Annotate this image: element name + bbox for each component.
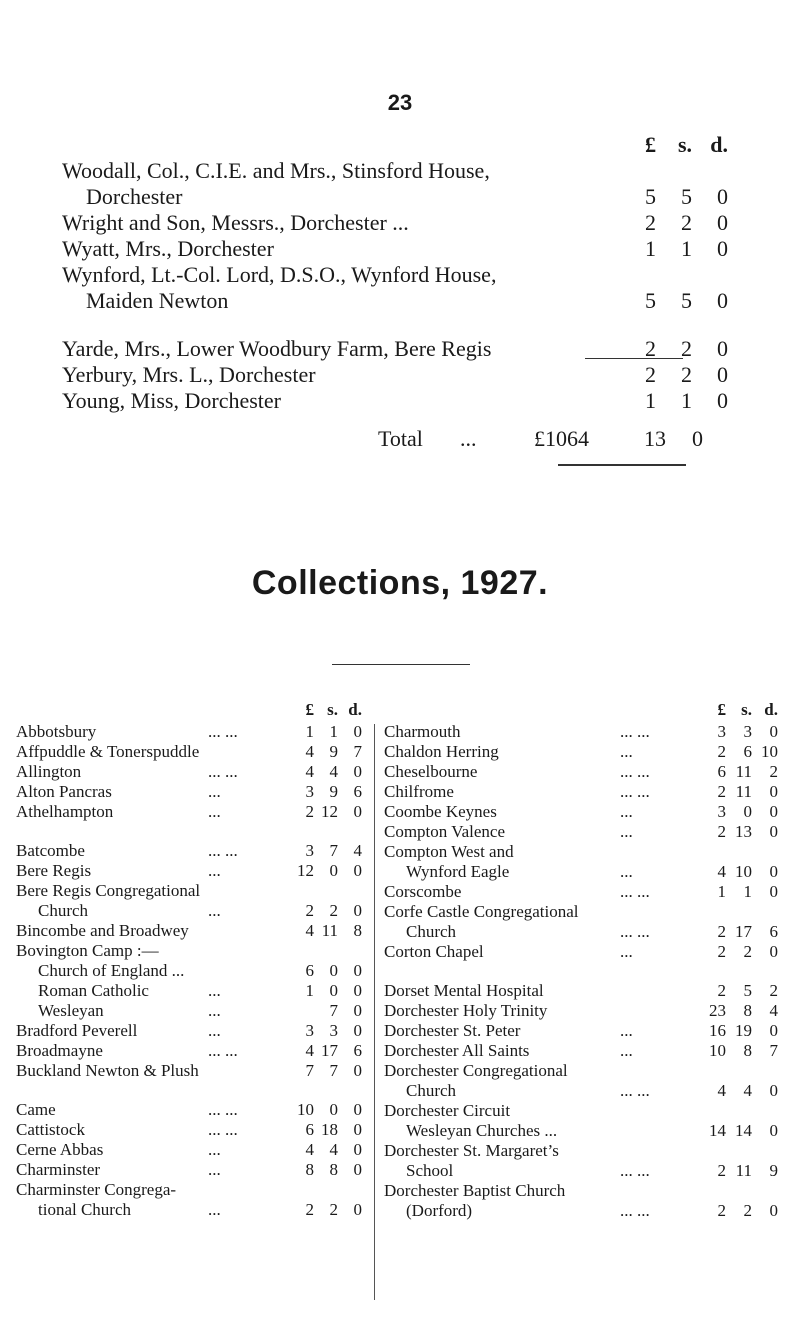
collection-row (384, 902, 780, 922)
subscriber-shillings: 2 (681, 210, 692, 235)
collection-name: Bovington Camp :— (16, 941, 159, 960)
collection-name: tional Church (38, 1200, 132, 1219)
collection-shillings: 0 (329, 961, 338, 980)
subscriber-row (62, 210, 728, 236)
collection-pounds: 6 (305, 1120, 314, 1139)
collection-row (16, 901, 364, 921)
subscriber-pence: 0 (717, 336, 728, 361)
collection-shillings: 8 (329, 1160, 338, 1179)
subscriber-shillings: 2 (681, 336, 692, 361)
collection-pence: 0 (769, 942, 778, 961)
collection-shillings: 17 (321, 1041, 338, 1060)
section-title: Collections, 1927. (251, 564, 549, 602)
collection-row (16, 1021, 364, 1041)
collection-shillings: 11 (321, 921, 338, 940)
collection-shillings: 13 (735, 822, 752, 841)
leader-dots: ... ... (208, 841, 238, 860)
collection-shillings: 11 (735, 762, 752, 781)
collection-name: Wesleyan (38, 1001, 104, 1020)
collection-shillings: 9 (329, 782, 338, 801)
collection-pence: 0 (769, 862, 778, 881)
leader-dots: ... (620, 802, 633, 821)
collection-row (384, 782, 780, 802)
collection-pounds: 2 (717, 981, 726, 1000)
subscriber-shillings: 1 (681, 236, 692, 261)
collection-shillings: 1 (743, 882, 752, 901)
leader-dots: ... (620, 742, 633, 761)
collection-name: Buckland Newton & Plush (16, 1061, 199, 1080)
subscriber-row (62, 184, 728, 210)
collection-name: Broadmayne (16, 1041, 103, 1060)
collection-pounds: 1 (305, 722, 314, 741)
collection-shillings: 12 (321, 802, 338, 821)
collection-shillings: 18 (321, 1120, 338, 1139)
column-pounds-header: £ (305, 700, 314, 719)
collection-pence: 2 (769, 762, 778, 781)
total-rule (558, 464, 686, 466)
leader-dots: ... (208, 782, 221, 801)
collection-row (384, 1161, 780, 1181)
collection-pounds: 23 (709, 1001, 726, 1020)
collection-name: Dorchester St. Peter (384, 1021, 521, 1040)
collection-row (384, 922, 780, 942)
subscriber-pence: 0 (717, 210, 728, 235)
collection-pence: 6 (353, 782, 362, 801)
leader-dots: ... (620, 862, 633, 881)
collection-row (384, 1141, 780, 1161)
collection-name: Charmouth (384, 722, 461, 741)
subscriber-shillings: 1 (681, 388, 692, 413)
column-shillings-header: s. (327, 700, 338, 719)
collection-row (16, 1180, 364, 1200)
collection-name: Batcombe (16, 841, 85, 860)
subscriber-name: Maiden Newton (86, 288, 229, 313)
collection-name: Dorchester Baptist Church (384, 1181, 566, 1200)
collection-shillings: 14 (735, 1121, 752, 1140)
leader-dots: ... ... (208, 762, 238, 781)
subscriber-shillings: 2 (681, 362, 692, 387)
collection-shillings: 5 (743, 981, 752, 1000)
collection-pence: 0 (353, 961, 362, 980)
collection-pounds: 1 (717, 882, 726, 901)
leader-dots: ... (208, 1160, 221, 1179)
collection-name: Wesleyan Churches ... (406, 1121, 558, 1140)
collection-name: Athelhampton (16, 802, 114, 821)
collection-name: Coombe Keynes (384, 802, 497, 821)
collection-pounds: 2 (717, 922, 726, 941)
subscriber-name: Dorchester (86, 184, 183, 209)
collection-row (384, 742, 780, 762)
collection-shillings: 11 (735, 782, 752, 801)
subscriber-row (62, 158, 722, 184)
collection-pounds: 2 (717, 1161, 726, 1180)
column-pence-header: d. (348, 700, 362, 719)
collection-shillings: 0 (329, 981, 338, 1000)
leader-dots: ... ... (208, 722, 238, 741)
collection-shillings: 9 (329, 742, 338, 761)
collection-name: Affpuddle & Tonerspuddle (16, 742, 200, 761)
collection-pounds: 3 (305, 782, 314, 801)
collection-row (16, 1001, 364, 1021)
collection-name: Compton Valence (384, 822, 506, 841)
collection-row (384, 1061, 780, 1081)
collection-row (384, 762, 780, 782)
collection-pence: 0 (353, 861, 362, 880)
collection-pence: 0 (769, 782, 778, 801)
total-label: Total (378, 426, 423, 451)
collection-row (16, 861, 364, 881)
subscriber-shillings: 5 (681, 184, 692, 209)
subscriber-pounds: 1 (645, 236, 656, 261)
collection-pence: 10 (761, 742, 778, 761)
collection-name: Alton Pancras (16, 782, 112, 801)
collection-pounds: 6 (717, 762, 726, 781)
leader-dots: ... ... (620, 882, 650, 901)
collection-pence: 0 (353, 1140, 362, 1159)
collection-row (16, 802, 364, 822)
collection-pounds: 2 (717, 742, 726, 761)
collection-name: Abbotsbury (16, 722, 97, 741)
leader-dots: ... ... (208, 1041, 238, 1060)
subscriber-pounds: 2 (645, 362, 656, 387)
collection-pence: 0 (769, 882, 778, 901)
collection-pounds: 3 (305, 841, 314, 860)
collection-row (16, 762, 364, 782)
collection-pounds: 2 (717, 822, 726, 841)
leader-dots: ... ... (620, 1081, 650, 1100)
subscriber-pounds: 2 (645, 336, 656, 361)
collection-row (384, 1101, 780, 1121)
collection-shillings: 8 (743, 1041, 752, 1060)
collection-pounds: 7 (305, 1061, 314, 1080)
collection-pounds: 3 (305, 1021, 314, 1040)
collection-pence: 8 (353, 921, 362, 940)
leader-dots: ... ... (620, 1161, 650, 1180)
collection-pence: 6 (769, 922, 778, 941)
subscriber-pounds: 5 (645, 184, 656, 209)
leader-dots: ... ... (620, 762, 650, 781)
leader-dots: ... ... (620, 922, 650, 941)
collection-pence: 2 (769, 981, 778, 1000)
column-divider (374, 724, 375, 1300)
collection-pence: 4 (769, 1001, 778, 1020)
collection-shillings: 1 (329, 722, 338, 741)
column-shillings-header: s. (741, 700, 752, 719)
shillings-header: s. (677, 132, 692, 157)
collection-name: Allington (16, 762, 82, 781)
subtotal-rule (585, 358, 683, 359)
collection-name: Cattistock (16, 1120, 85, 1139)
collection-row (384, 802, 780, 822)
collection-name: Church of England ... (38, 961, 185, 980)
collection-pounds: 8 (305, 1160, 314, 1179)
subscriber-pounds: 1 (645, 388, 656, 413)
collection-shillings: 0 (329, 861, 338, 880)
collection-shillings: 4 (329, 1140, 338, 1159)
collection-name: Charminster (16, 1160, 101, 1179)
collection-pounds: 2 (305, 1200, 314, 1219)
collection-pounds: 4 (305, 921, 314, 940)
leader-dots: ... (208, 802, 221, 821)
leader-dots: ... (620, 1041, 633, 1060)
collection-pence: 0 (769, 1021, 778, 1040)
subscriber-pounds: 2 (645, 210, 656, 235)
collection-row (16, 981, 364, 1001)
leader-dots: ... (208, 981, 221, 1000)
collection-pence: 0 (353, 802, 362, 821)
subscriber-pence: 0 (717, 362, 728, 387)
collection-pounds: 10 (297, 1100, 314, 1119)
collection-row (384, 1041, 780, 1061)
leader-dots: ... ... (208, 1100, 238, 1119)
collection-shillings: 8 (743, 1001, 752, 1020)
total-shillings: 13 (644, 426, 666, 451)
collection-name: Chaldon Herring (384, 742, 499, 761)
collection-name: Bradford Peverell (16, 1021, 138, 1040)
collection-row (16, 1140, 364, 1160)
subscriber-name: Yerbury, Mrs. L., Dorchester (62, 362, 316, 387)
collection-shillings: 2 (329, 1200, 338, 1219)
collection-row (16, 1120, 364, 1140)
subscriber-name: Wyatt, Mrs., Dorchester (62, 236, 274, 261)
collection-pence: 4 (353, 841, 362, 860)
subscriber-pence: 0 (717, 388, 728, 413)
collection-row (16, 921, 364, 941)
collection-pounds: 6 (305, 961, 314, 980)
collection-shillings: 19 (735, 1021, 752, 1040)
collection-pence: 0 (769, 1201, 778, 1220)
collection-name: Church (406, 922, 457, 941)
leader-dots: ... (208, 901, 221, 920)
collection-name: Dorchester All Saints (384, 1041, 530, 1060)
collection-name: Corton Chapel (384, 942, 484, 961)
collection-pounds: 1 (305, 981, 314, 1000)
collection-name: Charminster Congrega- (16, 1180, 177, 1199)
leader-dots: ... ... (620, 722, 650, 741)
collection-pence: 0 (353, 1061, 362, 1080)
leader-dots: ... (620, 942, 633, 961)
subscriber-shillings: 5 (681, 288, 692, 313)
collection-row (16, 881, 364, 901)
leader-dots: ... (620, 822, 633, 841)
collection-row (384, 1081, 780, 1101)
collection-name: Came (16, 1100, 56, 1119)
collection-shillings: 7 (329, 841, 338, 860)
subscriber-row (62, 362, 728, 388)
collection-pounds: 12 (297, 861, 314, 880)
collection-name: Dorchester Holy Trinity (384, 1001, 548, 1020)
collection-pounds: 16 (709, 1021, 726, 1040)
total-dots: ... (460, 426, 477, 451)
collection-pounds: 4 (305, 1140, 314, 1159)
subscriber-row (62, 236, 728, 262)
collection-row (16, 1160, 364, 1180)
collection-shillings: 10 (735, 862, 752, 881)
collection-pence: 0 (769, 802, 778, 821)
collection-name: Cheselbourne (384, 762, 478, 781)
collection-name: Bere Regis Congregational (16, 881, 201, 900)
collection-shillings: 11 (735, 1161, 752, 1180)
collection-name: Bere Regis (16, 861, 92, 880)
collection-name: Compton West and (384, 842, 514, 861)
collection-pence: 0 (353, 1021, 362, 1040)
collection-row (384, 862, 780, 882)
collection-shillings: 4 (743, 1081, 752, 1100)
collection-row (384, 722, 780, 742)
leader-dots: ... ... (208, 1120, 238, 1139)
collection-pence: 0 (353, 1160, 362, 1179)
collection-row (384, 842, 780, 862)
column-pounds-header: £ (717, 700, 726, 719)
collection-pence: 0 (769, 722, 778, 741)
collection-name: Dorchester Circuit (384, 1101, 511, 1120)
collection-row (16, 742, 364, 762)
collection-name: Corfe Castle Congregational (384, 902, 579, 921)
leader-dots: ... (208, 1001, 221, 1020)
collection-row (384, 981, 780, 1001)
collection-row (16, 1061, 364, 1081)
subscriber-name: Woodall, Col., C.I.E. and Mrs., Stinsford House, (62, 158, 490, 183)
leader-dots: ... ... (620, 1201, 650, 1220)
collection-pounds: 3 (717, 722, 726, 741)
collection-pence: 6 (353, 1041, 362, 1060)
collection-name: Bincombe and Broadwey (16, 921, 189, 940)
collection-shillings: 4 (329, 762, 338, 781)
collection-shillings: 3 (329, 1021, 338, 1040)
collection-pounds: 14 (709, 1121, 726, 1140)
collection-row (384, 1001, 780, 1021)
collection-shillings: 2 (743, 942, 752, 961)
collection-shillings: 6 (743, 742, 752, 761)
collection-name: Church (38, 901, 89, 920)
collection-row (384, 1181, 780, 1201)
collection-row (384, 942, 780, 962)
collection-pence: 0 (353, 722, 362, 741)
subscriber-row (62, 288, 728, 314)
column-pence-header: d. (764, 700, 778, 719)
leader-dots: ... ... (620, 782, 650, 801)
pounds-header: £ (645, 132, 656, 157)
collection-pounds: 4 (717, 1081, 726, 1100)
collection-pounds: 4 (305, 1041, 314, 1060)
collection-row (16, 941, 364, 961)
collection-pence: 7 (769, 1041, 778, 1060)
collection-name: School (406, 1161, 454, 1180)
subscriber-pence: 0 (717, 184, 728, 209)
collection-pounds: 2 (305, 802, 314, 821)
collection-pence: 0 (353, 901, 362, 920)
collection-pence: 0 (353, 1120, 362, 1139)
collection-shillings: 2 (743, 1201, 752, 1220)
collection-name: Roman Catholic (38, 981, 149, 1000)
page-number: 23 (387, 90, 413, 115)
collection-pounds: 10 (709, 1041, 726, 1060)
collection-name: Corscombe (384, 882, 462, 901)
collection-pounds: 2 (717, 1201, 726, 1220)
collection-shillings: 0 (743, 802, 752, 821)
collection-name: Dorchester St. Margaret’s (384, 1141, 559, 1160)
collection-row (16, 961, 364, 981)
collection-row (384, 822, 780, 842)
collection-pounds: 2 (305, 901, 314, 920)
collection-pence: 0 (353, 1200, 362, 1219)
collection-name: Dorchester Congregational (384, 1061, 568, 1080)
subscriber-pence: 0 (717, 236, 728, 261)
collection-pence: 0 (769, 1121, 778, 1140)
collection-pounds: 2 (717, 782, 726, 801)
pence-header: d. (710, 132, 728, 157)
collection-shillings: 2 (329, 901, 338, 920)
leader-dots: ... (208, 1200, 221, 1219)
collection-pence: 7 (353, 742, 362, 761)
collection-name: Dorset Mental Hospital (384, 981, 544, 1000)
collection-pence: 0 (769, 822, 778, 841)
total-pence: 0 (692, 426, 703, 451)
subscriber-name: Young, Miss, Dorchester (62, 388, 281, 413)
subscriber-pounds: 5 (645, 288, 656, 313)
collection-shillings: 7 (329, 1061, 338, 1080)
collection-name: Chilfrome (384, 782, 454, 801)
leader-dots: ... (208, 1021, 221, 1040)
collection-name: (Dorford) (406, 1201, 473, 1220)
subscriber-name: Yarde, Mrs., Lower Woodbury Farm, Bere Regis (62, 336, 492, 361)
collection-pounds: 4 (305, 762, 314, 781)
collection-pounds: 2 (717, 942, 726, 961)
collection-pounds: 4 (305, 742, 314, 761)
collection-shillings: 0 (329, 1100, 338, 1119)
collection-pounds: 3 (717, 802, 726, 821)
collection-row (384, 1121, 780, 1141)
subscriber-pence: 0 (717, 288, 728, 313)
collection-pence: 9 (769, 1161, 778, 1180)
collection-shillings: 7 (329, 1001, 338, 1020)
collection-row (16, 841, 364, 861)
collection-row (384, 1021, 780, 1041)
collection-row (16, 1041, 364, 1061)
collection-row (16, 722, 364, 742)
collection-name: Cerne Abbas (16, 1140, 104, 1159)
title-rule (332, 664, 470, 665)
collection-pence: 0 (769, 1081, 778, 1100)
collection-pence: 0 (353, 1100, 362, 1119)
collection-pounds: 4 (717, 862, 726, 881)
collection-shillings: 3 (743, 722, 752, 741)
collection-pence: 0 (353, 1001, 362, 1020)
leader-dots: ... (620, 1021, 633, 1040)
leader-dots: ... (208, 861, 221, 880)
subscriber-row (62, 388, 728, 414)
leader-dots: ... (208, 1140, 221, 1159)
collection-pence: 0 (353, 981, 362, 1000)
subscriber-row (62, 262, 722, 288)
total-pounds: £1064 (534, 426, 589, 451)
collection-row (16, 1100, 364, 1120)
collection-row (384, 882, 780, 902)
collection-name: Church (406, 1081, 457, 1100)
subscriber-name: Wright and Son, Messrs., Dorchester ... (62, 210, 409, 235)
collection-pence: 0 (353, 762, 362, 781)
collection-shillings: 17 (735, 922, 752, 941)
subscriber-name: Wynford, Lt.-Col. Lord, D.S.O., Wynford House, (62, 262, 497, 287)
collection-row (16, 1200, 364, 1220)
collection-name: Wynford Eagle (406, 862, 510, 881)
collection-row (16, 782, 364, 802)
collection-row (384, 1201, 780, 1221)
